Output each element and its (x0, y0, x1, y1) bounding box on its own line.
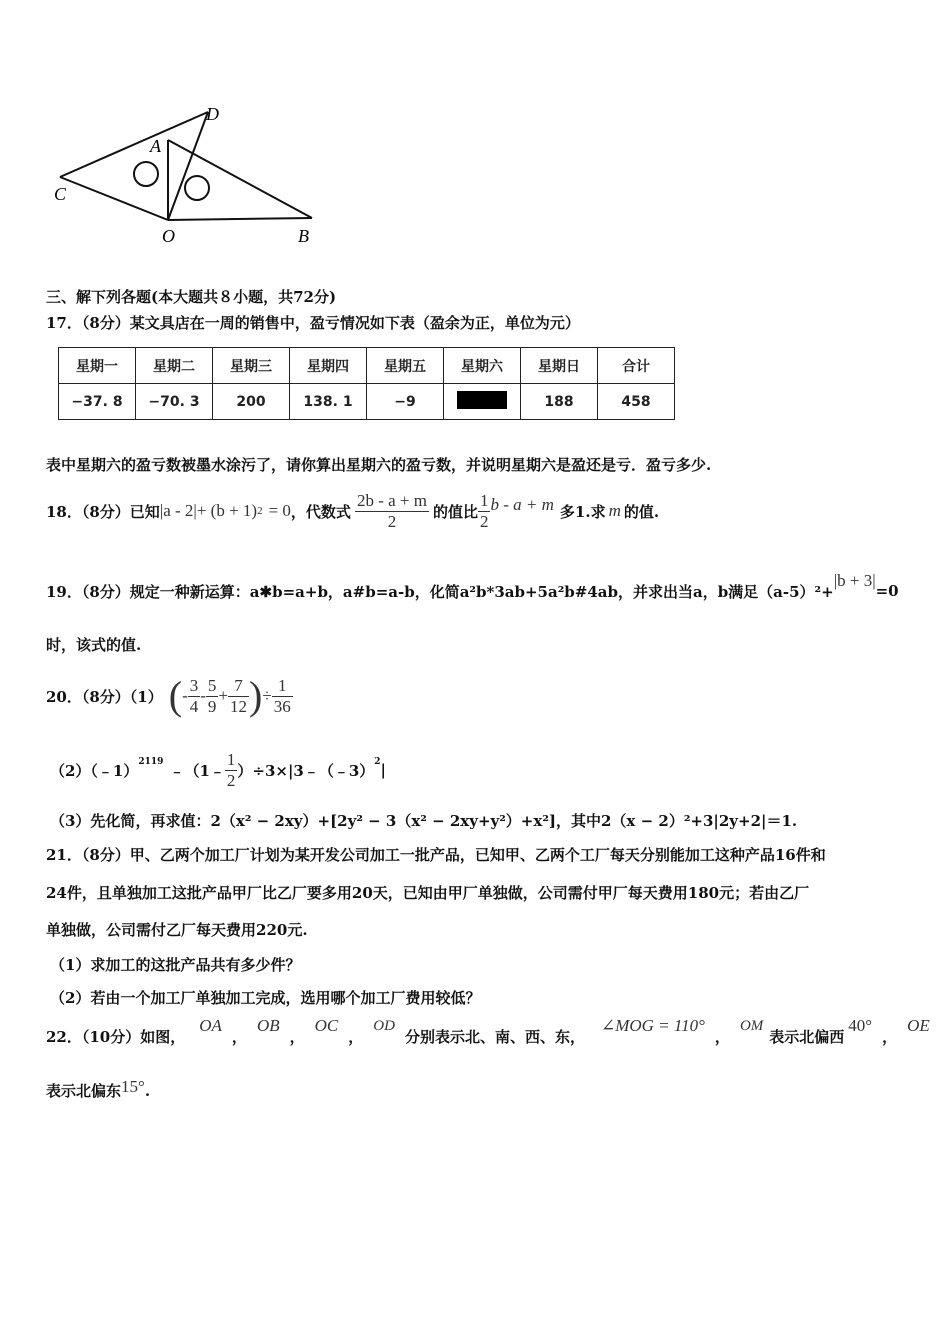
q22-comma: ， (714, 1027, 730, 1046)
q18-eq0: = 0 (268, 501, 291, 520)
q21-line1: 21．（8分）甲、乙两个加工厂计划为某开发公司加工一批产品，已知甲、乙两个工厂每天分别能加工这种产品16件和 (46, 846, 826, 864)
header-cell: 星期一 (59, 348, 136, 384)
q18-suffix2: 的值. (623, 502, 660, 521)
q19-line (46, 571, 899, 606)
value-cell: −9 (367, 384, 444, 420)
q20-frac1 (188, 676, 201, 717)
value-cell: −70. 3 (136, 384, 213, 420)
minus-sign: - (200, 686, 206, 705)
q22-comma: ， (289, 1027, 305, 1046)
q19-end: =0 (875, 582, 899, 600)
q22-od: OD (373, 1017, 395, 1034)
angle-mark-1 (134, 162, 158, 186)
q22-mid: 分别表示北、南、西、东， (404, 1027, 585, 1046)
label-o: O (162, 226, 175, 246)
q22-oc: OC (314, 1016, 339, 1035)
label-a: A (150, 136, 161, 156)
q17-text: 17．（8分）某文具店在一周的销售中，盈亏情况如下表（盈余为正，单位为元） (46, 314, 580, 332)
value-cell: 458 (598, 384, 675, 420)
value-cell: 200 (213, 384, 290, 420)
q20-frac3 (228, 676, 249, 717)
q20-frac2 (206, 676, 219, 717)
q18-exp: 2 (257, 505, 263, 517)
q18-abs: |a - 2| (159, 501, 197, 520)
q22-deg15: 15° (121, 1076, 145, 1096)
frac1-num: 3 (189, 675, 199, 695)
q18-frac2 (478, 491, 491, 532)
q20-prefix: 20．（8分）（1） (46, 687, 163, 706)
q19-line2: 时，该式的值. (46, 636, 142, 654)
q22-comma: ， (348, 1027, 364, 1046)
value-cell: 188 (521, 384, 598, 420)
div-sign: ÷ (262, 686, 272, 705)
q18-line (46, 486, 659, 536)
q22-comma: ， (231, 1027, 247, 1046)
label-d: D (206, 104, 219, 124)
q19-abs: |b + 3| (833, 571, 876, 590)
header-cell: 星期六 (444, 348, 521, 384)
label-b: B (298, 226, 309, 246)
frac1-den: 4 (189, 696, 199, 716)
frac3-den: 12 (230, 696, 248, 716)
segment-od (168, 112, 208, 220)
table-row (59, 384, 675, 420)
q20-frac4 (272, 676, 293, 717)
right-paren: ) (249, 673, 263, 718)
frac4-num: 1 (277, 675, 287, 695)
p2-exp2: 2 (374, 757, 381, 767)
q18-frac2-tail: b - a + m (490, 495, 554, 514)
ink-blot (457, 391, 507, 409)
q22-line2-text: 表示北偏东 (46, 1082, 122, 1100)
q17-question: 表中星期六的盈亏数被墨水涂污了，请你算出星期六的盈亏数，并说明星期六是盈还是亏．盈亏多少. (46, 456, 712, 474)
q18-frac1-num: 2b - a + m (356, 490, 427, 510)
geometry-figure (40, 100, 340, 250)
left-paren: ( (168, 673, 183, 718)
header-cell: 星期日 (521, 348, 598, 384)
q22-oa: OA (199, 1016, 222, 1035)
q21-sub2: （2）若由一个加工厂单独加工完成，选用哪个加工厂费用较低？ (50, 989, 481, 1007)
ink-blot-cell (444, 384, 521, 420)
q22-om: OM (739, 1017, 764, 1034)
sales-table (58, 347, 675, 420)
segment-cd (60, 112, 208, 177)
frac2-num: 5 (207, 675, 217, 695)
section-title: 三、解下列各题(本大题共８小题，共72分) (46, 288, 337, 306)
q18-suffix1: 多1.求 (559, 502, 606, 521)
table-header-row (59, 348, 675, 384)
minus-sign: - (182, 686, 188, 705)
frac3-num: 7 (234, 675, 243, 695)
q18-frac2-den: 2 (479, 511, 489, 531)
q21-sub1: （1）求加工的这批产品共有多少件？ (50, 956, 301, 974)
frac2-den: 9 (207, 696, 217, 716)
q22-angle: ∠MOG = 110° (600, 1016, 705, 1035)
q20-part3: （3）先化简，再求值：2（x² − 2xy）+[2y² − 3（x² − 2xy+y²）+x²]，其中2（x − 2）²+3|2y+2|＝1. (50, 812, 798, 830)
p2-frac-num: 1 (226, 749, 236, 769)
header-cell: 星期二 (136, 348, 213, 384)
plus-sign: + (218, 686, 229, 705)
q18-mid: ，代数式 (290, 502, 351, 521)
header-cell: 星期三 (213, 348, 290, 384)
header-cell: 星期五 (367, 348, 444, 384)
q18-expr: + (b + 1) (196, 501, 258, 520)
frac4-den: 36 (273, 696, 291, 716)
p2-frac (225, 750, 238, 791)
q20-part2 (50, 746, 386, 794)
q18-frac2-num: 1 (479, 490, 489, 510)
p2-c: ）÷3×|3﹣（﹣3） (237, 761, 375, 780)
value-cell: −37. 8 (59, 384, 136, 420)
q18-prefix: 18．（8分）已知 (46, 502, 160, 521)
q22-prefix: 22．（10分）如图， (46, 1027, 186, 1046)
q21-line3: 单独做，公司需付乙厂每天费用220元. (46, 921, 308, 939)
angle-mark-2 (185, 176, 209, 200)
segment-ob (168, 218, 312, 220)
q18-frac1 (355, 491, 429, 532)
q19-text: 19．（8分）规定一种新运算：a✱b=a+b，a#b=a-b，化简a²b*3ab+5a²b#4ab，并求出当a，b满足（a-5）²+ (46, 582, 834, 601)
p2-exp: 2119 (138, 757, 164, 767)
q18-m: m (608, 501, 621, 520)
q18-frac1-den: 2 (355, 511, 429, 532)
header-cell: 合计 (598, 348, 675, 384)
p2-d: | (380, 761, 387, 779)
q22-end: . (144, 1081, 151, 1100)
q21-line2: 24件，且单独加工这批产品甲厂比乙厂要多用20天，已知由甲厂单独做，公司需付甲厂每天费用180元；若由乙厂 (46, 884, 810, 902)
p2-frac-den: 2 (226, 770, 236, 790)
q18-mid2: 的值比 (432, 502, 478, 521)
q22-oe: OE (907, 1016, 930, 1035)
q20-part1 (46, 666, 293, 726)
p2-a: （2）（﹣1） (50, 761, 139, 780)
q22-mid2: 表示北偏西 (769, 1027, 845, 1046)
header-cell: 星期四 (290, 348, 367, 384)
value-cell: 138. 1 (290, 384, 367, 420)
q22-line (46, 1014, 930, 1058)
label-c: C (54, 184, 67, 204)
q22-comma: ， (882, 1027, 898, 1046)
p2-b: ﹣（1﹣ (169, 761, 225, 780)
q22-line2 (46, 1076, 151, 1101)
q22-deg40: 40° (848, 1016, 873, 1035)
q22-ob: OB (256, 1016, 280, 1035)
